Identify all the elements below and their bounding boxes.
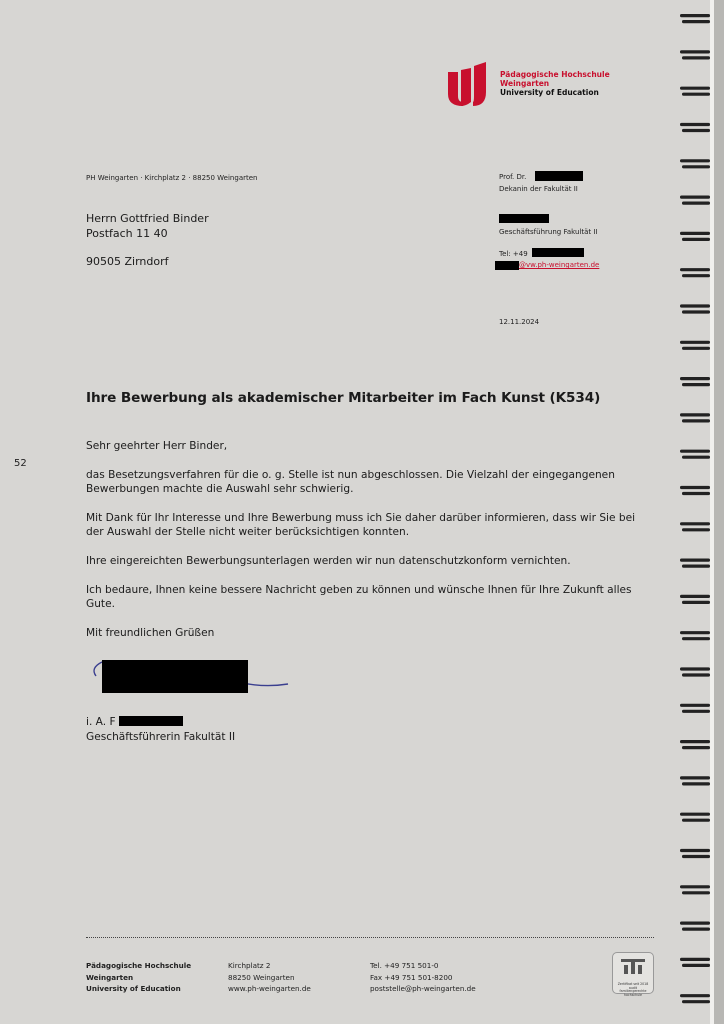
footer-inst-line-2: Weingarten (86, 972, 134, 982)
spiral-coil (682, 129, 710, 132)
redaction-email-user (495, 261, 519, 270)
footer-website[interactable]: www.ph-weingarten.de (228, 984, 311, 993)
recipient-city: 90505 Zirndorf (86, 255, 169, 269)
footer-institution (86, 960, 191, 995)
spiral-coil (682, 637, 710, 640)
spiral-coil (682, 565, 710, 568)
logo-line-3: University of Education (500, 88, 599, 97)
spiral-coil (680, 413, 710, 416)
letter-subject: Ihre Bewerbung als akademischer Mitarbeiter im Fach Kunst (K534) (86, 390, 601, 406)
spiral-coil (682, 274, 710, 277)
spiral-coil (680, 849, 710, 852)
salutation: Sehr geehrter Herr Binder, (86, 440, 228, 452)
footer-inst-line-3: University of Education (86, 984, 181, 993)
letter-date: 12.11.2024 (499, 318, 540, 326)
dean-prefix: Prof. Dr. (499, 173, 527, 181)
telephone-line (499, 250, 528, 258)
spiral-coil (682, 928, 710, 931)
spiral-coil (680, 486, 710, 489)
spiral-coil (682, 310, 710, 313)
dean-title: Dekanin der Fakultät II (499, 185, 578, 193)
spiral-coil (682, 710, 710, 713)
paragraph-3: Ihre eingereichten Bewerbungsunterlagen werden wir nun datenschutzkonform vernichten. (86, 554, 571, 567)
spiral-coil (680, 50, 710, 53)
closing: Mit freundlichen Grüßen (86, 626, 215, 639)
footer-email[interactable]: poststelle@ph-weingarten.de (370, 984, 476, 993)
dean-name (499, 173, 526, 181)
email-line[interactable] (519, 261, 599, 269)
badge-caption: Zertifikat seit 2018 audit familiengerechte hochschule (617, 982, 649, 997)
family-audit-badge (612, 952, 654, 997)
spiral-coil (680, 776, 710, 779)
recipient-postbox: Postfach 11 40 (86, 226, 168, 240)
spiral-coil (680, 958, 710, 961)
footer-contact (370, 960, 476, 995)
footer-fax: Fax +49 751 501-8200 (370, 972, 453, 982)
logo-wordmark (500, 70, 610, 97)
paragraph-4: Ich bedaure, Ihnen keine bessere Nachricht geben zu können und wünsche Ihnen für Ihre Zukunft alles Gute. (86, 583, 632, 611)
footer-tel: Tel. +49 751 501-0 (370, 961, 439, 970)
spiral-coil (682, 819, 710, 822)
recipient-name: Herrn Gottfried Binder (86, 212, 209, 225)
management-title: Geschäftsführung Fakultät II (499, 228, 598, 236)
spiral-coil (682, 238, 710, 241)
paragraph-1: das Besetzungsverfahren für die o. g. Stelle ist nun abgeschlossen. Die Vielzahl der eingegangenen Bewerbungen machte die Auswahl sehr schwierig. (86, 468, 615, 496)
logo-line-2: Weingarten (500, 79, 550, 88)
sender-line: PH Weingarten · Kirchplatz 2 · 88250 Weingarten (86, 174, 258, 182)
spiral-coil (682, 492, 710, 495)
spiral-coil (682, 202, 710, 205)
spiral-binding (680, 0, 724, 1024)
spiral-coil (682, 1000, 710, 1003)
signer-title: Geschäftsführerin Fakultät II (86, 730, 236, 743)
spiral-coil (680, 885, 710, 888)
redaction-dean-name (535, 171, 583, 181)
spiral-coil (682, 782, 710, 785)
spiral-coil (680, 341, 710, 344)
spiral-coil (680, 994, 710, 997)
tel-prefix: Tel: +49 (499, 250, 528, 258)
footer-inst-line-1: Pädagogische Hochschule (86, 961, 192, 970)
spiral-coil (680, 377, 710, 380)
spiral-coil (682, 20, 710, 23)
spiral-coil (680, 595, 710, 598)
letter-body (86, 439, 646, 640)
page-number: 52 (14, 458, 27, 469)
spiral-coil (682, 601, 710, 604)
footer-street: Kirchplatz 2 (228, 961, 271, 970)
spiral-coil (680, 813, 710, 816)
ph-weingarten-logo (446, 62, 490, 108)
spiral-coil (680, 559, 710, 562)
recipient-block (86, 212, 209, 270)
spiral-coil (682, 673, 710, 676)
spiral-coil (680, 740, 710, 743)
spiral-coil (680, 922, 710, 925)
spiral-coil (682, 855, 710, 858)
spiral-coil (680, 196, 710, 199)
email-domain[interactable]: @vw.ph-weingarten.de (519, 261, 600, 269)
redaction-manager-name (499, 214, 549, 223)
spiral-coil (680, 450, 710, 453)
redaction-telephone (532, 248, 584, 257)
spiral-coil (682, 56, 710, 59)
spiral-coil (680, 123, 710, 126)
logo-line-1: Pädagogische Hochschule (500, 70, 610, 79)
spiral-coil (680, 304, 710, 307)
signer-prefix: i. A. F (86, 716, 116, 728)
spiral-coil (680, 631, 710, 634)
family-audit-icon (613, 953, 653, 979)
spiral-coil (682, 891, 710, 894)
spiral-coil (680, 667, 710, 670)
spiral-coil (680, 704, 710, 707)
spiral-coil (680, 87, 710, 90)
redaction-signer-name (119, 716, 183, 726)
spiral-coil (682, 93, 710, 96)
spiral-coil (682, 383, 710, 386)
footer-city: 88250 Weingarten (228, 972, 295, 982)
spiral-coil (680, 268, 710, 271)
spiral-coil (682, 964, 710, 967)
footer-address (228, 960, 311, 995)
paragraph-2: Mit Dank für Ihr Interesse und Ihre Bewerbung muss ich Sie daher darüber informieren, dass wir Sie bei der Auswahl der Stelle nicht weiter berücksichtigen konnten. (86, 511, 636, 539)
redaction-signature (102, 660, 248, 693)
spiral-coil (680, 14, 710, 17)
spiral-coil (680, 522, 710, 525)
spiral-coil (682, 165, 710, 168)
spiral-coil (680, 159, 710, 162)
spiral-coil (682, 456, 710, 459)
spiral-coil (682, 419, 710, 422)
spiral-coil (682, 528, 710, 531)
spiral-coil (682, 347, 710, 350)
spiral-coil (682, 746, 710, 749)
footer-divider (86, 937, 654, 938)
spiral-coil (680, 232, 710, 235)
